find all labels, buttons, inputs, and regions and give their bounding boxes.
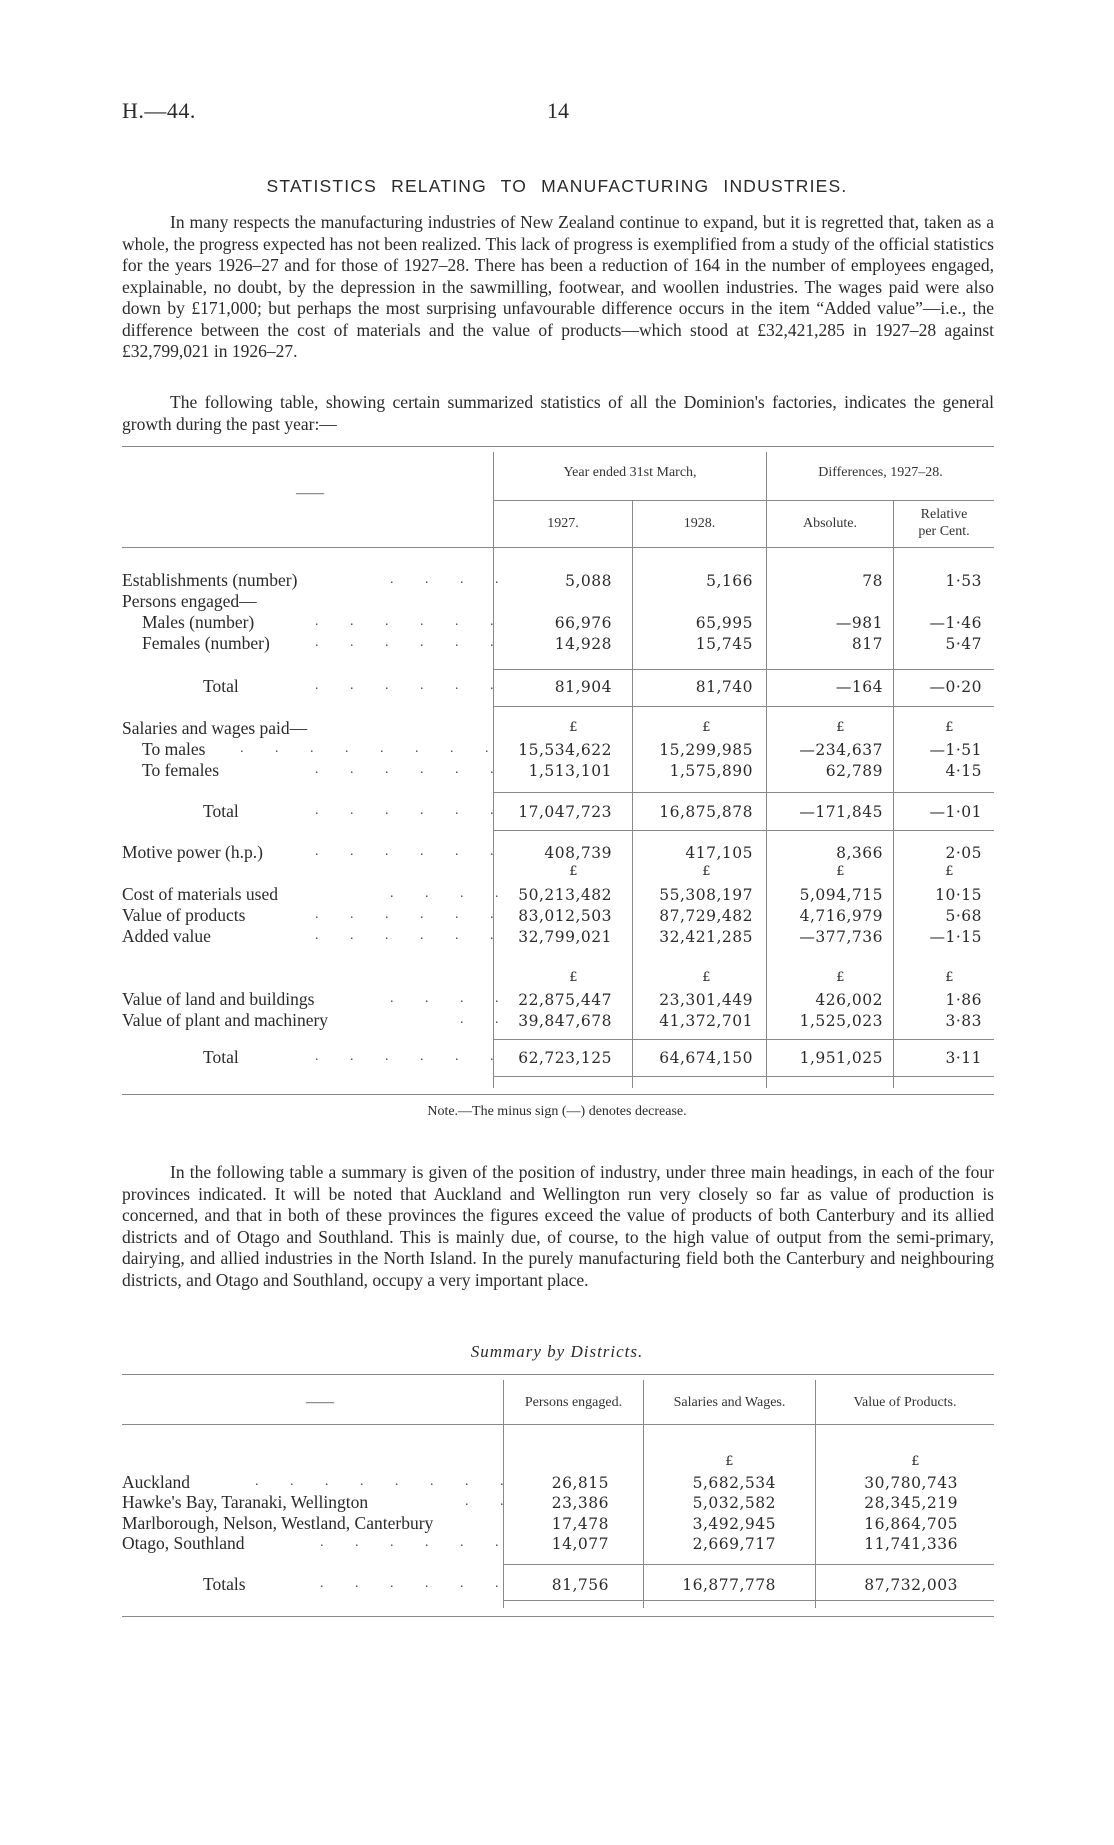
total-salaries: 16,877,778 [682, 1576, 776, 1594]
stub-dash: —— [296, 486, 324, 501]
leader-dots: . . . . . . [315, 928, 508, 943]
value-absolute: 1,951,025 [799, 1049, 883, 1067]
col-header-persons: Persons engaged. [524, 1395, 623, 1410]
value-1927: 81,904 [554, 678, 612, 696]
table-top-rule [122, 446, 994, 447]
col-header-products: Value of Products. [853, 1395, 957, 1410]
leader-dots: . . . . . . [315, 614, 508, 629]
value-relative: —1·51 [929, 741, 982, 759]
subtotal-rule [493, 669, 994, 670]
district-row-label: Hawke's Bay, Taranaki, Wellington [122, 1492, 369, 1512]
value-1928: 15,299,985 [659, 741, 753, 759]
district-persons: 26,815 [551, 1474, 609, 1492]
value-absolute: 5,094,715 [799, 886, 883, 904]
district-row-label: Otago, Southland [122, 1533, 245, 1553]
district-salaries: 5,682,534 [692, 1474, 776, 1492]
currency-symbol: £ [945, 970, 954, 985]
subtotal-rule [493, 830, 994, 831]
district-products: 30,780,743 [864, 1474, 958, 1492]
value-1928: 16,875,878 [659, 803, 753, 821]
leader-dots: . . . . . . [315, 762, 508, 777]
value-1927: 15,534,622 [518, 741, 612, 759]
total-persons: 81,756 [551, 1576, 609, 1594]
currency-symbol: £ [702, 720, 711, 735]
value-1928: 32,421,285 [659, 928, 753, 946]
col-header-relative-line1: Relative [920, 507, 968, 522]
value-relative: 1·86 [945, 991, 982, 1009]
value-relative: 2·05 [945, 844, 982, 862]
district-products: 11,741,336 [864, 1535, 958, 1553]
value-absolute: —234,637 [799, 741, 883, 759]
table-intro-paragraph: The following table, showing certain summarized statistics of all the Dominion's factories, indicates the general growth during the past year:— [122, 392, 994, 434]
table-bottom-rule [122, 1616, 994, 1617]
row-label-persons-engaged: Persons engaged— [122, 591, 257, 611]
value-1928: 15,745 [695, 635, 753, 653]
row-label-land-buildings: Value of land and buildings [122, 989, 315, 1009]
leader-dots: . . . . [390, 886, 513, 901]
page-number: 14 [547, 98, 569, 123]
district-row-label: Auckland [122, 1472, 191, 1492]
leader-dots: . . . . . . [315, 1049, 508, 1064]
value-1927: 5,088 [565, 572, 612, 590]
value-absolute: —981 [835, 614, 883, 632]
value-1928: 65,995 [695, 614, 753, 632]
value-1927: 22,875,447 [518, 991, 612, 1009]
col-header-1927: 1927. [547, 516, 579, 531]
page-title: STATISTICS RELATING TO MANUFACTURING INDUSTRIES. [266, 176, 848, 196]
leader-dots: . . [465, 1494, 518, 1509]
value-relative: —1·15 [929, 928, 982, 946]
value-absolute: 1,525,023 [799, 1012, 883, 1030]
value-relative: 5·47 [945, 635, 982, 653]
value-1928: 1,575,890 [669, 762, 753, 780]
col-header-1928: 1928. [683, 516, 716, 531]
row-label-total-value: Total [203, 1047, 239, 1067]
value-relative: —0·20 [929, 678, 982, 696]
value-1928: 41,372,701 [659, 1012, 753, 1030]
value-1927: 17,047,723 [518, 803, 612, 821]
value-1928: 23,301,449 [659, 991, 753, 1009]
header-sub-rule [493, 500, 994, 501]
value-absolute: 426,002 [815, 991, 883, 1009]
currency-symbol: £ [725, 1454, 734, 1469]
leader-dots: . . . . [390, 991, 513, 1006]
col-header-relative-line2: per Cent. [918, 524, 970, 539]
value-relative: —1·46 [929, 614, 982, 632]
currency-symbol: £ [569, 864, 578, 879]
totals-row-label: Totals [203, 1574, 246, 1594]
value-absolute: —164 [835, 678, 883, 696]
value-relative: 4·15 [945, 762, 982, 780]
currency-symbol: £ [569, 970, 578, 985]
stub-dash: —— [306, 1395, 334, 1410]
currency-symbol: £ [945, 864, 954, 879]
value-1927: 39,847,678 [518, 1012, 612, 1030]
row-label-total-wages: Total [203, 801, 239, 821]
value-absolute: 8,366 [836, 844, 883, 862]
row-label-to-females: To females [142, 760, 220, 780]
currency-symbol: £ [836, 864, 845, 879]
value-1928: 417,105 [685, 844, 753, 862]
leader-dots: . . . . . . [315, 635, 508, 650]
col-header-relative [894, 506, 994, 540]
value-1927: 32,799,021 [518, 928, 612, 946]
table-bottom-rule [122, 1094, 994, 1095]
table-caption: Summary by Districts. [470, 1342, 644, 1361]
col-header-salaries: Salaries and Wages. [673, 1395, 786, 1410]
leader-dots: . . . . . . [315, 907, 508, 922]
value-absolute: —377,736 [799, 928, 883, 946]
currency-symbol: £ [836, 970, 845, 985]
value-absolute: 78 [862, 572, 883, 590]
leader-dots: . . . . . . [320, 1535, 513, 1550]
district-persons: 17,478 [551, 1515, 609, 1533]
value-1927: 83,012,503 [518, 907, 612, 925]
subtotal-rule [493, 1076, 994, 1077]
intro-paragraph: In many respects the manufacturing industries of New Zealand continue to expand, but it is regretted that, taken as a whole, the progress expected has not been realized. This lack of progress is exemplified from a study of the official statistics for the years 1926–27 and for those of 1927–28. There has been a reduction of 164 in the number of employees engaged, explainable, no doubt, by the depression in the sawmilling, footwear, and woollen industries. The wages paid were also down by £171,000; but perhaps the most surprising unfavourable difference occurs in the item “Added value”—i.e., the difference between the cost of materials and the value of products—which stood at £32,421,285 in 1927–28 against £32,799,021 in 1926–27. [122, 212, 994, 361]
table-note: Note.—The minus sign (—) denotes decrease. [427, 1104, 687, 1119]
district-persons: 23,386 [551, 1494, 609, 1512]
row-label-to-males: To males [142, 739, 206, 759]
row-label-total-persons: Total [203, 676, 239, 696]
currency-symbol: £ [945, 720, 954, 735]
value-relative: 1·53 [945, 572, 982, 590]
leader-dots: . . . . . . [315, 803, 508, 818]
subtotal-rule [493, 792, 994, 793]
row-label-cost-of-materials: Cost of materials used [122, 884, 279, 904]
value-1927: 50,213,482 [518, 886, 612, 904]
value-1927: 408,739 [544, 844, 612, 862]
value-1928: 81,740 [695, 678, 753, 696]
value-1927: 14,928 [554, 635, 612, 653]
row-label-value-of-products: Value of products [122, 905, 246, 925]
currency-symbol: £ [702, 970, 711, 985]
value-1927: 1,513,101 [528, 762, 612, 780]
subtotal-rule [493, 706, 994, 707]
value-1928: 5,166 [706, 572, 753, 590]
value-relative: 3·83 [945, 1012, 982, 1030]
row-label-establishments: Establishments (number) [122, 570, 298, 590]
district-products: 16,864,705 [864, 1515, 958, 1533]
value-1928: 55,308,197 [659, 886, 753, 904]
row-label-plant-machinery: Value of plant and machinery [122, 1010, 329, 1030]
district-products: 28,345,219 [864, 1494, 958, 1512]
leader-dots: . . . . . . . . [255, 1474, 518, 1489]
leader-dots: . . . . . . [315, 844, 508, 859]
leader-dots: . . [460, 1012, 513, 1027]
currency-symbol: £ [911, 1454, 920, 1469]
value-absolute: 817 [851, 635, 883, 653]
value-absolute: 4,716,979 [799, 907, 883, 925]
col-header-absolute: Absolute. [802, 516, 858, 531]
district-persons: 14,077 [551, 1535, 609, 1553]
district-salaries: 2,669,717 [692, 1535, 776, 1553]
header-bottom-rule [122, 547, 994, 548]
total-products: 87,732,003 [864, 1576, 958, 1594]
subtotal-rule [493, 1039, 994, 1040]
table-top-rule [122, 1374, 994, 1375]
group-header-differences: Differences, 1927–28. [818, 465, 943, 480]
district-salaries: 5,032,582 [692, 1494, 776, 1512]
value-relative: 5·68 [945, 907, 982, 925]
districts-paragraph: In the following table a summary is given of the position of industry, under three main headings, in each of the four provinces indicated. It will be noted that Auckland and Wellington run very closely so far as value of production is concerned, and that in both of these provinces the figures exceed the value of products of both Canterbury and its allied districts and of Otago and Southland. This is mainly due, of course, to the high value of output from the semi-primary, dairying, and allied industries in the North Island. In the purely manufacturing field both the Canterbury and neighbouring districts, and Otago and Southland, occupy a very important place. [122, 1162, 994, 1290]
value-absolute: 62,789 [825, 762, 883, 780]
leader-dots: . . . . [390, 572, 513, 587]
row-label-males: Males (number) [142, 612, 255, 632]
value-1927: 66,976 [554, 614, 612, 632]
row-label-added-value: Added value [122, 926, 211, 946]
header-bottom-rule [122, 1424, 994, 1425]
value-relative: —1·01 [929, 803, 982, 821]
document-reference: H.—44. [122, 98, 196, 123]
currency-symbol: £ [569, 720, 578, 735]
value-relative: 10·15 [935, 886, 982, 904]
subtotal-rule [503, 1600, 994, 1601]
value-absolute: —171,845 [799, 803, 883, 821]
row-label-motive-power: Motive power (h.p.) [122, 842, 263, 862]
currency-symbol: £ [836, 720, 845, 735]
row-label-females: Females (number) [142, 633, 270, 653]
currency-symbol: £ [702, 864, 711, 879]
district-salaries: 3,492,945 [692, 1515, 776, 1533]
value-relative: 3·11 [945, 1049, 982, 1067]
value-1928: 64,674,150 [659, 1049, 753, 1067]
district-row-label: Marlborough, Nelson, Westland, Canterbury [122, 1513, 434, 1533]
leader-dots: . . . . . . [315, 678, 508, 693]
leader-dots: . . . . . . . . [240, 741, 503, 756]
subtotal-rule [503, 1564, 994, 1565]
leader-dots: . . . . . . [320, 1576, 513, 1591]
row-label-salaries-heading: Salaries and wages paid— [122, 718, 308, 738]
value-1928: 87,729,482 [659, 907, 753, 925]
value-1927: 62,723,125 [518, 1049, 612, 1067]
group-header-year: Year ended 31st March, [563, 465, 697, 480]
